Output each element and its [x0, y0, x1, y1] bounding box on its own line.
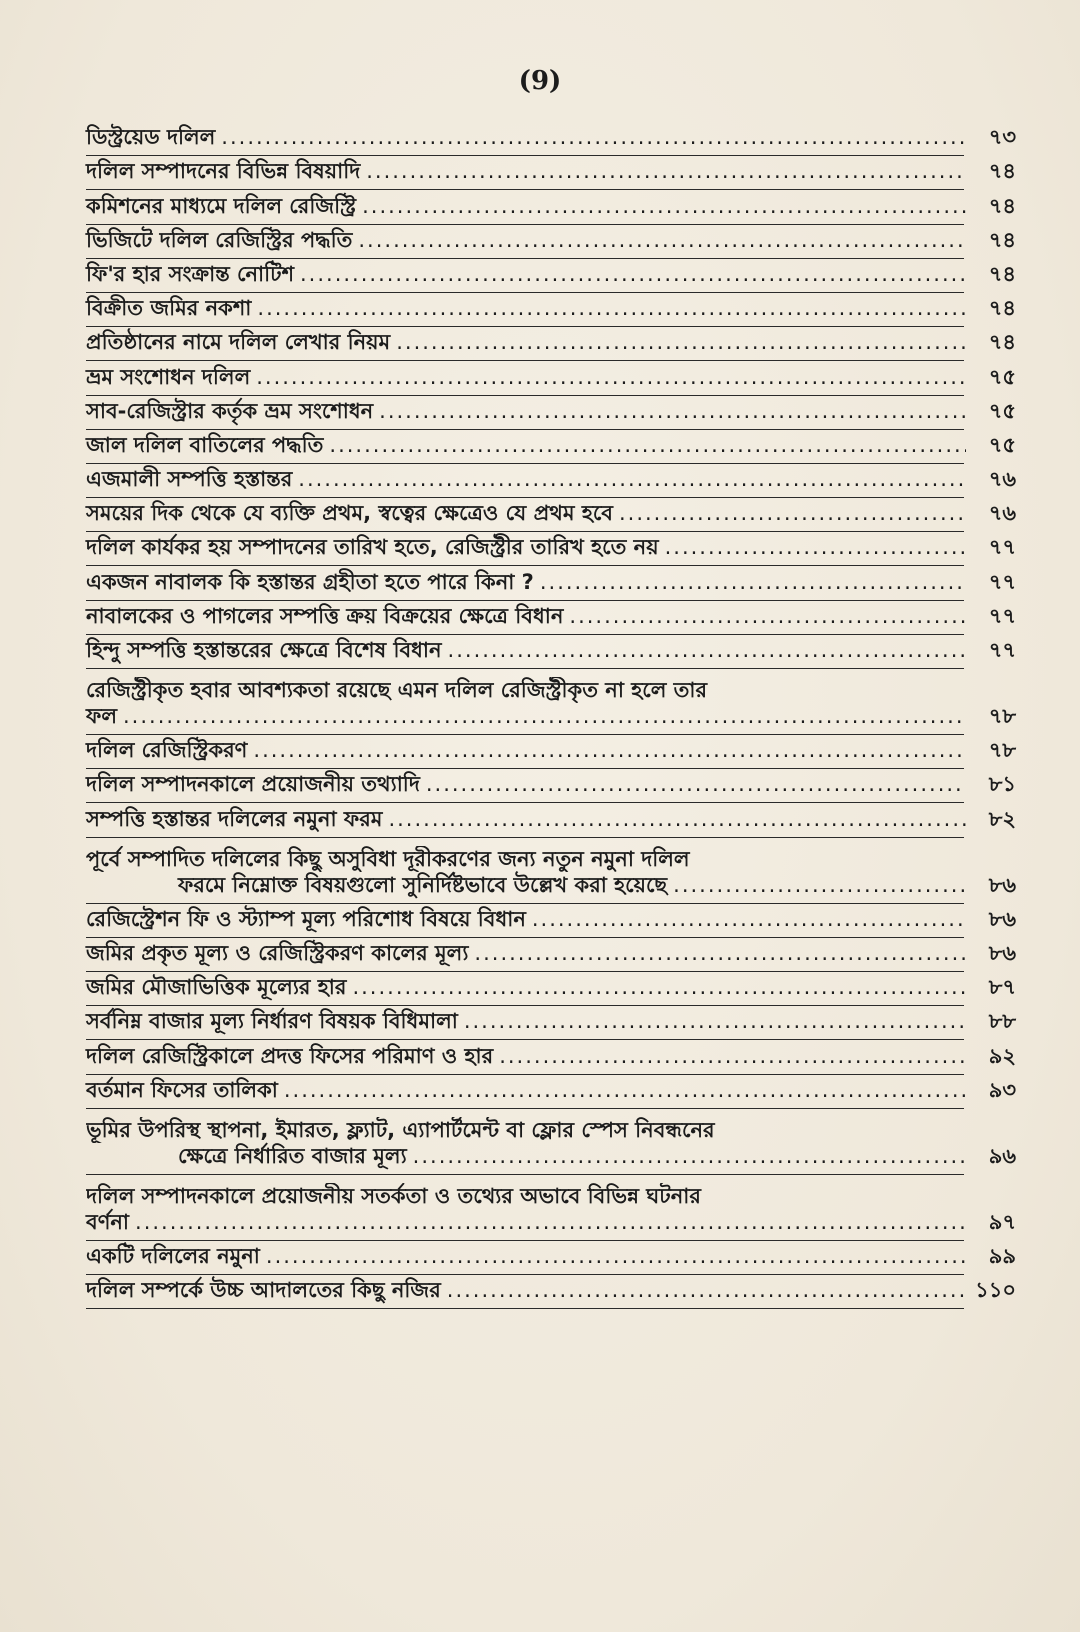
- toc-entry-page: ৭৫: [988, 432, 1016, 457]
- dot-leader: [499, 1043, 966, 1069]
- toc-entry-page: ৭৬: [988, 501, 1016, 526]
- toc-entry: [86, 838, 1016, 904]
- dot-leader: [352, 974, 966, 1000]
- toc-entry-title: সম্পত্তি হস্তান্তর দলিলের নমুনা ফরম: [86, 806, 383, 831]
- toc-entry: [86, 259, 1016, 293]
- dot-leader: [665, 534, 966, 560]
- toc-entry: [86, 1040, 1016, 1074]
- dot-leader: [329, 432, 966, 458]
- toc-entry-page: ৭৩: [988, 125, 1016, 150]
- row-rule: [86, 1308, 964, 1309]
- toc-entry: [86, 769, 1016, 803]
- toc-entry: [86, 566, 1016, 600]
- toc-entry-title: ডিস্ট্রয়েড দলিল: [86, 125, 216, 150]
- dot-leader: [253, 737, 966, 763]
- toc-entry-title: দলিল রেজিস্ট্রিকালে প্রদত্ত ফিসের পরিমাণ ও হার: [86, 1043, 494, 1068]
- dot-leader: [266, 1243, 966, 1269]
- toc-entry-title: জমির প্রকৃত মূল্য ও রেজিস্ট্রিকরণ কালের মূল্য: [86, 940, 469, 965]
- toc-entry: [86, 396, 1016, 430]
- toc-entry-title: কমিশনের মাধ্যমে দলিল রেজিস্ট্রি: [86, 193, 357, 218]
- toc-entry: [86, 904, 1016, 938]
- toc-entry: [86, 532, 1016, 566]
- toc-entry: [86, 464, 1016, 498]
- toc-entry: [86, 293, 1016, 327]
- toc-entry-title: দলিল রেজিস্ট্রিকরণ: [86, 738, 248, 763]
- toc-entry-page: ৭৭: [988, 569, 1016, 594]
- dot-leader: [362, 193, 966, 219]
- toc-entry-page: ৯৩: [988, 1077, 1016, 1102]
- toc-entry-title: ভিজিটে দলিল রেজিস্ট্রির পদ্ধতি: [86, 227, 353, 252]
- toc-entry-title: বিক্রীত জমির নকশা: [86, 296, 252, 321]
- toc-entry-title: একজন নাবালক কি হস্তান্তর গ্রহীতা হতে পারে কিনা ?: [86, 569, 534, 594]
- toc-entry-page: ৭৪: [988, 193, 1016, 218]
- page-number: (9): [518, 66, 562, 96]
- dot-leader: [532, 906, 966, 932]
- toc-entry-title: ভ্রম সংশোধন দলিল: [86, 364, 251, 389]
- toc-entry-title: নাবালকের ও পাগলের সম্পত্তি ক্রয় বিক্রয়ের ক্ষেত্রে বিধান: [86, 603, 564, 628]
- dot-leader: [447, 1277, 966, 1303]
- dot-leader: [379, 398, 966, 424]
- toc-entry-title: দলিল সম্পর্কে উচ্চ আদালতের কিছু নজির: [86, 1278, 441, 1303]
- toc-entry: [86, 1075, 1016, 1109]
- dot-leader: [396, 329, 966, 355]
- dot-leader: [619, 500, 966, 526]
- toc-entry-page: ৭৭: [988, 535, 1016, 560]
- toc-entry: [86, 1175, 1016, 1241]
- toc-entry-page: ৯৭: [988, 1209, 1016, 1234]
- toc-entry: [86, 1109, 1016, 1175]
- toc-entry: [86, 972, 1016, 1006]
- toc-entry-page: ৭৪: [988, 159, 1016, 184]
- dot-leader: [366, 158, 966, 184]
- toc-entry-page: ৮৬: [988, 872, 1016, 897]
- toc-entry-title: ভূমির উপরিস্থ স্থাপনা, ইমারত, ফ্ল্যাট, এ্যাপার্টমেন্ট বা ফ্লোর স্পেস নিবন্ধনের: [86, 1117, 715, 1142]
- dot-leader: [569, 603, 966, 629]
- toc-entry-title: জাল দলিল বাতিলের পদ্ধতি: [86, 432, 324, 457]
- toc-entry-page: ৯২: [988, 1043, 1016, 1068]
- toc-entry: [86, 361, 1016, 395]
- toc-entry-title: রেজিস্ট্রীকৃত হবার আবশ্যকতা রয়েছে এমন দলিল রেজিস্ট্রীকৃত না হলে তার: [86, 678, 708, 702]
- dot-leader: [123, 703, 966, 729]
- toc-entry: [86, 1241, 1016, 1275]
- dot-leader: [464, 1008, 966, 1034]
- dot-leader: [448, 637, 966, 663]
- toc-entry-page: ৭৫: [988, 364, 1016, 389]
- toc-entry-page: ৮১: [988, 772, 1016, 797]
- toc-entry-title: পূর্বে সম্পাদিত দলিলের কিছু অসুবিধা দূরীকরণের জন্য নতুন নমুনা দলিল: [86, 846, 690, 871]
- toc-entry-title: হিন্দু সম্পত্তি হস্তান্তরের ক্ষেত্রে বিশেষ বিধান: [86, 638, 442, 662]
- toc-entry-page: ৭৪: [988, 261, 1016, 286]
- toc-entry-page: ৭৬: [988, 467, 1016, 492]
- toc-entry-page: ৮৬: [988, 940, 1016, 965]
- dot-leader: [221, 124, 966, 150]
- toc-entry-title: সাব-রেজিস্ট্রার কর্তৃক ভ্রম সংশোধন: [86, 398, 374, 423]
- toc-entry-title: একটি দলিলের নমুনা: [86, 1243, 260, 1268]
- toc-entry-page: ৭৭: [988, 638, 1016, 662]
- toc-entry-page: ৭৮: [988, 704, 1016, 728]
- toc-entry: [86, 327, 1016, 361]
- toc-entry-title: এজমালী সম্পত্তি হস্তান্তর: [86, 467, 293, 492]
- toc-entry-page: ৮৮: [988, 1009, 1016, 1034]
- toc-entry-page: ১১০: [975, 1278, 1016, 1303]
- toc-entry: [86, 430, 1016, 464]
- toc-entry-title: বর্তমান ফিসের তালিকা: [86, 1077, 278, 1102]
- toc-entry-title: দলিল সম্পাদনকালে প্রয়োজনীয় সতর্কতা ও তথ্যের অভাবে বিভিন্ন ঘটনার: [86, 1183, 701, 1208]
- toc-entry-title: ফি'র হার সংক্রান্ত নোটিশ: [86, 261, 294, 286]
- toc-entry-title: রেজিস্ট্রেশন ফি ও স্ট্যাম্প মূল্য পরিশোধ বিষয়ে বিধান: [86, 906, 526, 931]
- toc-entry-title: জমির মৌজাভিত্তিক মূল্যের হার: [86, 975, 347, 1000]
- dot-leader: [388, 806, 966, 832]
- dot-leader: [135, 1209, 966, 1235]
- toc-entry: [86, 122, 1016, 156]
- toc-entry: [86, 498, 1016, 532]
- toc-entry-page: ৭৮: [988, 738, 1016, 763]
- toc-entry: [86, 156, 1016, 190]
- dot-leader: [257, 295, 966, 321]
- toc-entry-page: ৮৬: [988, 906, 1016, 931]
- table-of-contents: [86, 122, 1016, 1309]
- dot-leader: [256, 364, 966, 390]
- toc-entry-page: ৭৪: [988, 330, 1016, 355]
- toc-entry: [86, 225, 1016, 259]
- toc-entry: [86, 669, 1016, 735]
- toc-entry-page: ৭৪: [988, 296, 1016, 321]
- dot-leader: [300, 261, 966, 287]
- toc-entry: [86, 803, 1016, 837]
- toc-entry-title: সর্বনিম্ন বাজার মূল্য নির্ধারণ বিষয়ক বিধিমালা: [86, 1009, 458, 1034]
- toc-entry-title: দলিল কার্যকর হয় সম্পাদনের তারিখ হতে, রেজিস্ট্রীর তারিখ হতে নয়: [86, 535, 659, 560]
- dot-leader: [358, 227, 966, 253]
- dot-leader: [284, 1077, 966, 1103]
- toc-entry-page: ৭৭: [988, 603, 1016, 628]
- toc-entry-title: প্রতিষ্ঠানের নামে দলিল লেখার নিয়ম: [86, 330, 391, 355]
- toc-entry-page: ৯৯: [988, 1243, 1016, 1268]
- toc-entry-title: সময়ের দিক থেকে যে ব্যক্তি প্রথম, স্বত্বের ক্ষেত্রেও যে প্রথম হবে: [86, 501, 613, 526]
- toc-entry: [86, 735, 1016, 769]
- toc-entry-title-continued: বর্ণনা: [86, 1209, 130, 1234]
- toc-entry-page: ৮২: [988, 806, 1016, 831]
- toc-entry: [86, 938, 1016, 972]
- toc-entry-title-continued: ফল: [86, 704, 117, 728]
- toc-entry-title-continued: ফরমে নিম্নোক্ত বিষয়গুলো সুনির্দিষ্টভাবে উল্লেখ করা হয়েছে: [178, 872, 668, 897]
- dot-leader: [673, 872, 966, 898]
- toc-entry-title: দলিল সম্পাদনের বিভিন্ন বিষয়াদি: [86, 159, 361, 184]
- dot-leader: [540, 569, 966, 595]
- toc-entry-page: ৭৪: [988, 227, 1016, 252]
- toc-entry-page: ৮৭: [988, 975, 1016, 1000]
- toc-entry: [86, 190, 1016, 224]
- toc-entry-title-continued: ক্ষেত্রে নির্ধারিত বাজার মূল্য: [178, 1143, 407, 1168]
- toc-entry-page: ৯৬: [988, 1143, 1016, 1168]
- toc-entry: [86, 601, 1016, 635]
- dot-leader: [474, 940, 966, 966]
- dot-leader: [426, 771, 966, 797]
- dot-leader: [413, 1143, 966, 1169]
- toc-entry-title: দলিল সম্পাদনকালে প্রয়োজনীয় তথ্যাদি: [86, 772, 420, 797]
- toc-entry: [86, 1275, 1016, 1309]
- dot-leader: [298, 466, 966, 492]
- toc-entry: [86, 1006, 1016, 1040]
- toc-entry: [86, 635, 1016, 669]
- toc-entry-page: ৭৫: [988, 398, 1016, 423]
